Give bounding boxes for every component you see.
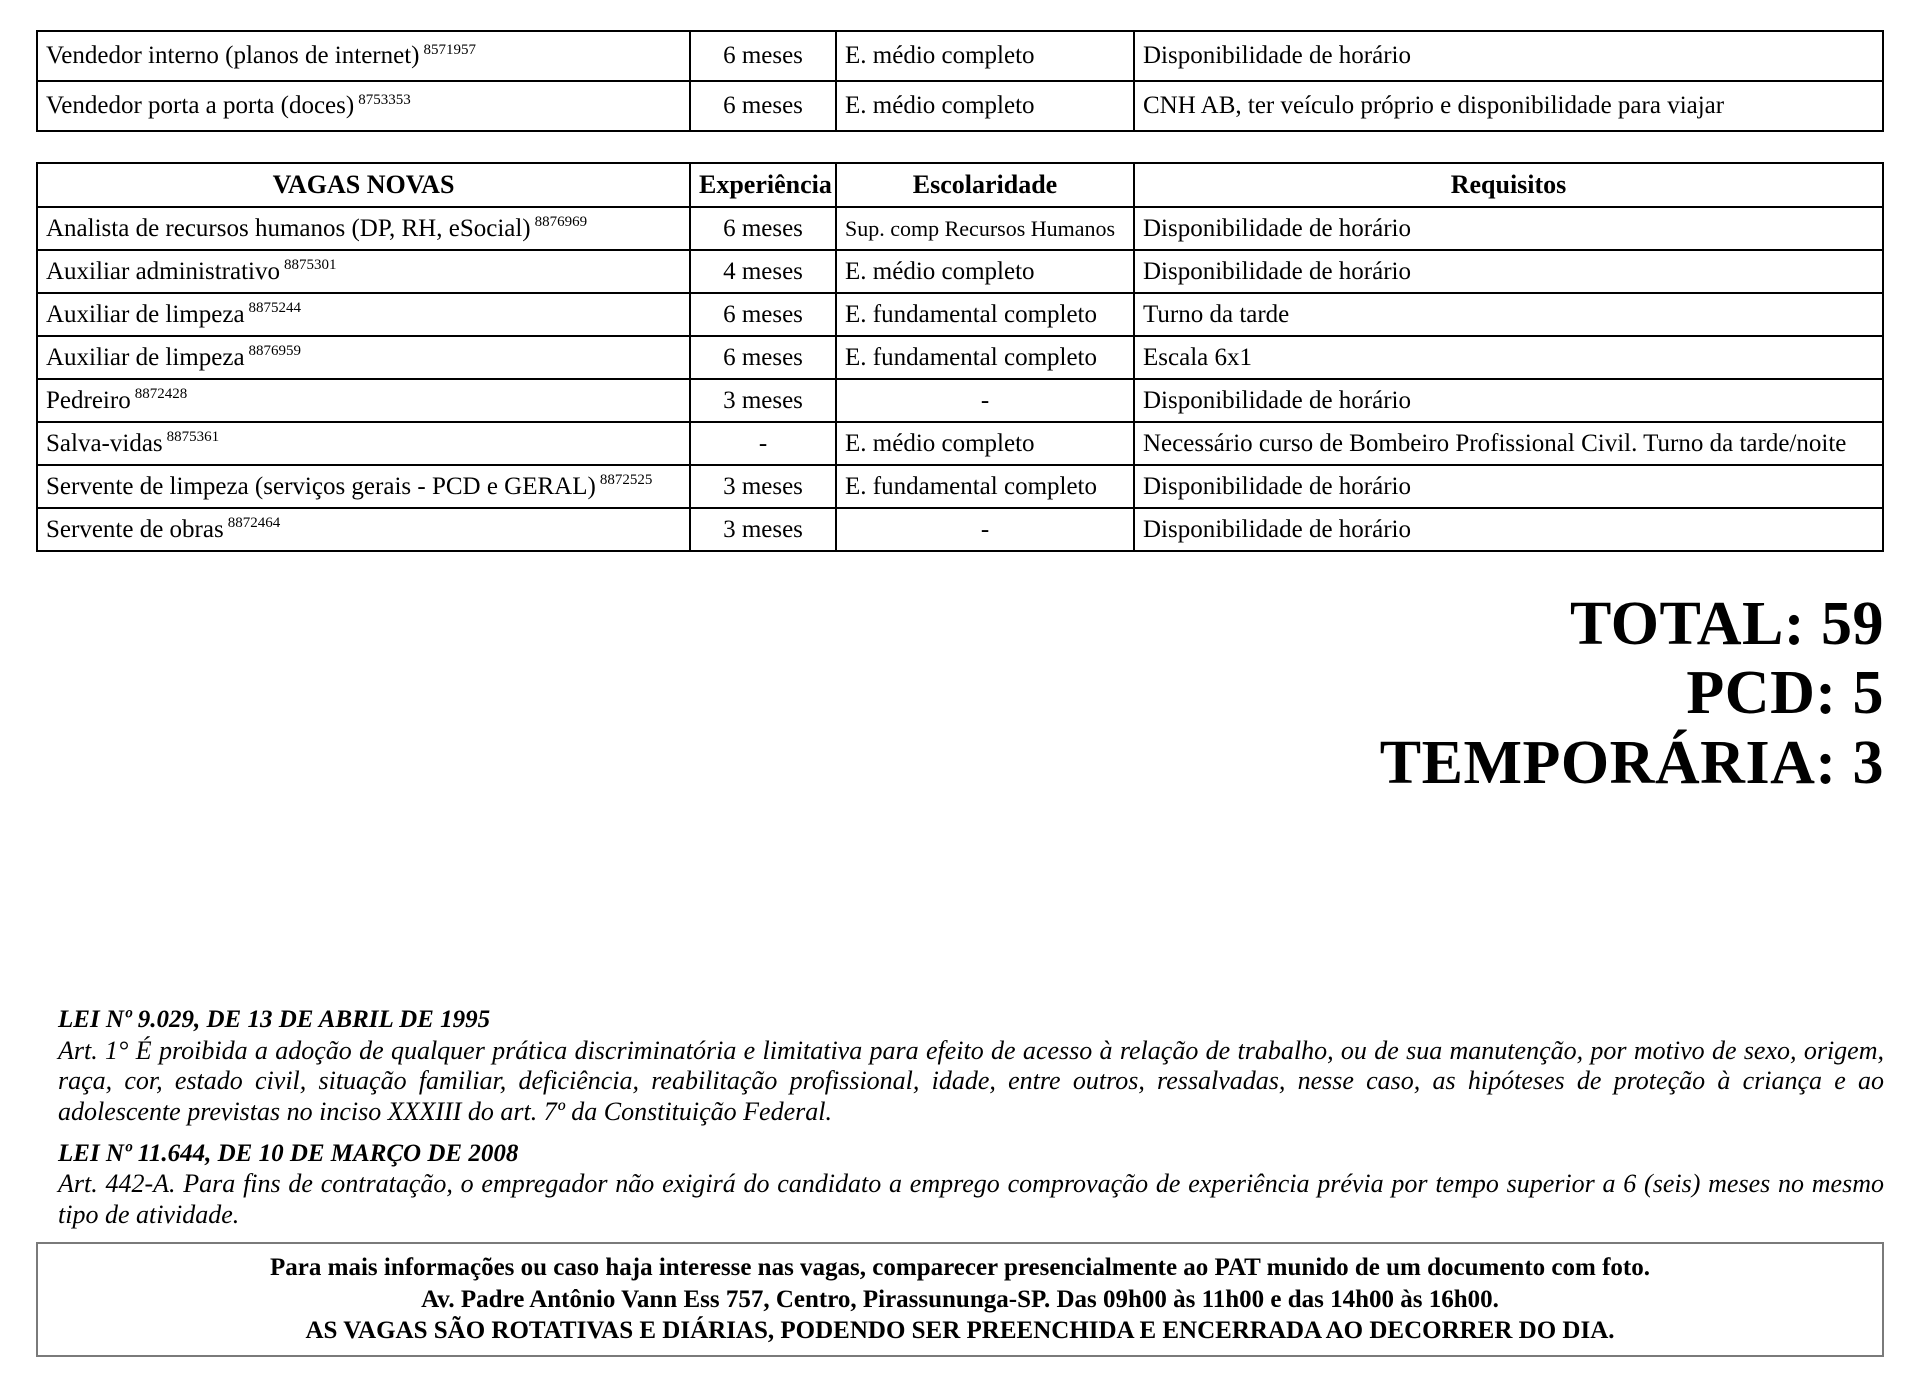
law-title-11644: LEI Nº 11.644, DE 10 DE MARÇO DE 2008 <box>58 1139 519 1167</box>
table-row <box>37 422 1883 465</box>
vacancy-title-cell <box>37 250 690 293</box>
vacancy-title: Pedreiro <box>46 386 131 414</box>
vacancy-code: 8872464 <box>227 515 281 532</box>
vacancy-code: 8872525 <box>599 472 653 489</box>
experience-cell: - <box>690 422 836 465</box>
vacancy-code: 8753353 <box>358 91 411 108</box>
vacancy-title: Analista de recursos humanos (DP, RH, eSocial) <box>46 214 531 242</box>
info-line-1: Para mais informações ou caso haja interesse nas vagas, comparecer presencialmente ao PAT munido de um documento com foto. <box>270 1254 1650 1282</box>
table-row <box>37 508 1883 551</box>
table-row <box>37 250 1883 293</box>
vacancy-title: Salva-vidas <box>46 429 163 457</box>
law-body-9029: Art. 1° É proibida a adoção de qualquer prática discriminatória e limitativa para efeito de acesso à relação de trabalho, ou de sua manutenção, por motivo de sexo, origem, raça, cor, estado civil, situação familiar, deficiência, reabilitação profissional, idade, entre outros, ressalvadas, nesse caso, as hipóteses de proteção à criança e ao adolescente previstas no inciso XXXIII do art. 7º da Constituição Federal. <box>58 1035 1884 1126</box>
experience-cell: 4 meses <box>690 250 836 293</box>
total-count: TOTAL: 59 <box>1570 590 1884 658</box>
vacancy-title: Vendedor porta a porta (doces) <box>46 92 355 119</box>
vacancy-title: Auxiliar de limpeza <box>46 300 245 328</box>
requirements-cell: Necessário curso de Bombeiro Profissional Civil. Turno da tarde/noite <box>1134 422 1883 465</box>
requirements-cell: CNH AB, ter veículo próprio e disponibilidade para viajar <box>1134 81 1883 131</box>
table-header-row <box>37 163 1883 207</box>
law-body-11644: Art. 442-A. Para fins de contratação, o empregador não exigirá do candidato a emprego comprovação de experiência prévia por tempo superior a 6 (seis) meses no mesmo tipo de atividade. <box>58 1168 1884 1229</box>
experience-cell: 3 meses <box>690 379 836 422</box>
header-escolaridade: Escolaridade <box>836 163 1134 207</box>
vacancy-code: 8875301 <box>283 257 337 274</box>
education-cell: E. fundamental completo <box>836 336 1134 379</box>
vacancy-title: Auxiliar administrativo <box>46 257 280 285</box>
experience-cell: 6 meses <box>690 293 836 336</box>
requirements-cell: Disponibilidade de horário <box>1134 465 1883 508</box>
vacancy-code: 8876969 <box>534 214 588 231</box>
experience-cell: 6 meses <box>690 31 836 81</box>
vacancy-title-cell <box>37 207 690 250</box>
requirements-cell: Disponibilidade de horário <box>1134 379 1883 422</box>
table-row <box>37 31 1883 81</box>
vacancy-code: 8875361 <box>166 429 220 446</box>
experience-cell: 6 meses <box>690 207 836 250</box>
requirements-cell: Disponibilidade de horário <box>1134 207 1883 250</box>
vacancy-title: Servente de obras <box>46 515 224 543</box>
legal-notes <box>36 1004 1884 1230</box>
table-row <box>37 336 1883 379</box>
vacancy-title-cell <box>37 379 690 422</box>
vacancy-title-cell <box>37 81 690 131</box>
pcd-count: PCD: 5 <box>1686 659 1884 728</box>
education-cell: - <box>836 508 1134 551</box>
experience-cell: 6 meses <box>690 81 836 131</box>
table-row <box>37 81 1883 131</box>
continued-vacancies-table <box>36 30 1884 132</box>
education-cell: E. médio completo <box>836 250 1134 293</box>
vacancy-code: 8875244 <box>248 300 302 317</box>
experience-cell: 6 meses <box>690 336 836 379</box>
vacancy-title-cell <box>37 465 690 508</box>
requirements-cell: Disponibilidade de horário <box>1134 31 1883 81</box>
totals-block <box>36 590 1884 798</box>
law-title-9029: LEI Nº 9.029, DE 13 DE ABRIL DE 1995 <box>58 1006 491 1034</box>
requirements-cell: Disponibilidade de horário <box>1134 250 1883 293</box>
table-row <box>37 207 1883 250</box>
temporary-count: TEMPORÁRIA: 3 <box>1379 728 1884 797</box>
education-cell: E. médio completo <box>836 422 1134 465</box>
vacancy-title: Vendedor interno (planos de internet) <box>46 42 420 69</box>
education-cell: E. médio completo <box>836 81 1134 131</box>
vacancy-title-cell <box>37 293 690 336</box>
table-row <box>37 293 1883 336</box>
table-row <box>37 465 1883 508</box>
vacancy-code: 8872428 <box>134 386 188 403</box>
vacancy-title-cell <box>37 422 690 465</box>
vacancy-code: 8571957 <box>423 41 476 58</box>
requirements-cell: Disponibilidade de horário <box>1134 508 1883 551</box>
education-cell: Sup. comp Recursos Humanos <box>836 207 1134 250</box>
vacancy-title-cell <box>37 336 690 379</box>
vacancy-title-cell <box>37 31 690 81</box>
experience-cell: 3 meses <box>690 508 836 551</box>
header-experiencia: Experiência <box>690 163 836 207</box>
requirements-cell: Escala 6x1 <box>1134 336 1883 379</box>
vacancy-title-cell <box>37 508 690 551</box>
info-line-3: AS VAGAS SÃO ROTATIVAS E DIÁRIAS, PODENDO SER PREENCHIDA E ENCERRADA AO DECORRER DO DIA. <box>305 1317 1615 1345</box>
vacancy-code: 8876959 <box>248 343 302 360</box>
requirements-cell: Turno da tarde <box>1134 293 1883 336</box>
experience-cell: 3 meses <box>690 465 836 508</box>
vacancy-title: Servente de limpeza (serviços gerais - PCD e GERAL) <box>46 472 596 500</box>
education-cell: E. fundamental completo <box>836 293 1134 336</box>
education-cell: E. fundamental completo <box>836 465 1134 508</box>
table-row <box>37 379 1883 422</box>
document-page <box>0 30 1920 1387</box>
education-cell: E. médio completo <box>836 31 1134 81</box>
header-vagas-novas: VAGAS NOVAS <box>37 163 690 207</box>
new-vacancies-table <box>36 162 1884 552</box>
education-cell: - <box>836 379 1134 422</box>
header-requisitos: Requisitos <box>1134 163 1883 207</box>
info-line-2: Av. Padre Antônio Vann Ess 757, Centro, Pirassununga-SP. Das 09h00 às 11h00 e das 14h00 às 16h00. <box>421 1285 1499 1313</box>
info-box <box>36 1242 1884 1357</box>
vacancy-title: Auxiliar de limpeza <box>46 343 245 371</box>
